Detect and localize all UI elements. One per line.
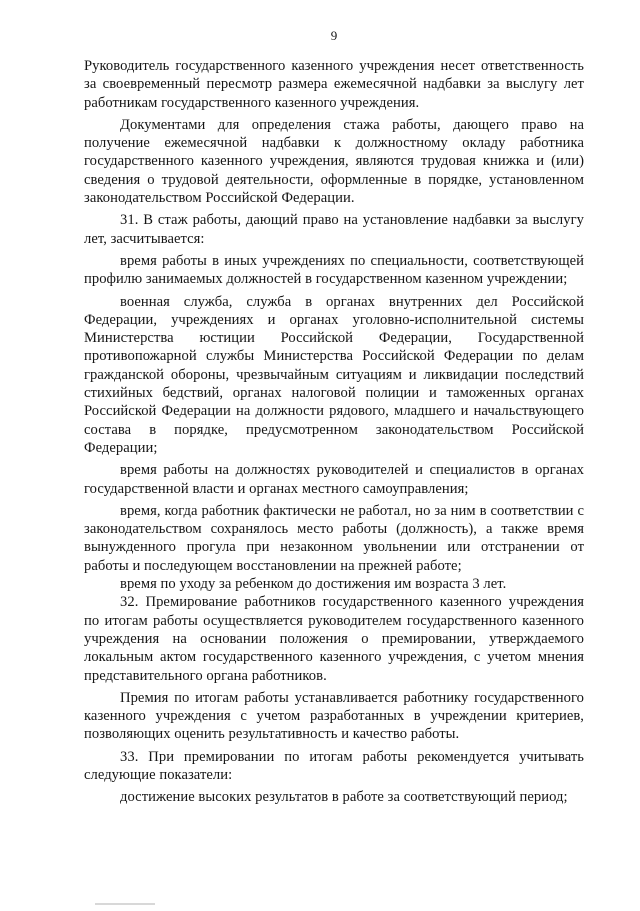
paragraph-32: 32. Премирование работников государственного казенного учреждения по итогам работы осуществляется руководителем государственного казенного учреждения на основании положения о премировании, утверждаемого локальным актом государственного казенного учреждения, с учетом мнения представительного органа работников. <box>84 594 584 684</box>
list-item-child-care: время по уходу за ребенком до достижения им возраста 3 лет. <box>120 576 507 593</box>
list-item-government-positions: время работы на должностях руководителей и специалистов в органах государственной власти и органах местного самоуправления; <box>84 462 584 497</box>
paragraph-bonus-criteria: Премия по итогам работы устанавливается работнику государственного казенного учреждения с учетом разработанных в учреждении критериев, позволяющих оценить результативность и качество работы. <box>84 689 584 743</box>
paragraph-head-responsibility: Руководитель государственного казенного учреждения несет ответственность за своевременный пересмотр размера ежемесячной надбавки за выслугу лет работникам государственного казенного учреждения. <box>84 58 584 111</box>
list-item-military-service: военная служба, служба в органах внутренних дел Российской Федерации, учреждениях и органах уголовно-исполнительной системы Министерства юстиции Российской Федерации, Государственной противопожарной службы Министерства Российской Федерации по делам гражданской обороны, чрезвычайным ситуациям и ликвидации последствий стихийных бедствий, органах налоговой полиции и таможенных органах Российской Федерации на должности рядового, младшего и начальствующего состава в порядке, предусмотренном законодательством Российской Федерации; <box>84 293 584 456</box>
list-item-high-results: достижение высоких результатов в работе за соответствующий период; <box>120 789 568 806</box>
list-item-other-institutions: время работы в иных учреждениях по специальности, соответствующей профилю занимаемых должностей в государственном казенном учреждении; <box>84 252 584 288</box>
page-number: 9 <box>330 28 338 43</box>
paragraph-33: 33. При премировании по итогам работы рекомендуется учитывать следующие показатели: <box>84 748 584 783</box>
scan-artifact <box>95 903 155 905</box>
paragraph-31: 31. В стаж работы, дающий право на установление надбавки за выслугу лет, засчитывается: <box>84 212 584 247</box>
list-item-forced-absence: время, когда работник фактически не работал, но за ним в соответствии с законодательством сохранялось место работы (должность), а также время вынужденного прогула при незаконном увольнении или отстранении от работы и последующем восстановлении на прежней работе; <box>84 502 584 574</box>
paragraph-documents: Документами для определения стажа работы, дающего право на получение ежемесячной надбавки к должностному окладу работника государственного казенного учреждения, являются трудовая книжка и (или) сведения о трудовой деятельности, оформленные в порядке, установленном законодательством Российской Федерации. <box>84 116 584 207</box>
